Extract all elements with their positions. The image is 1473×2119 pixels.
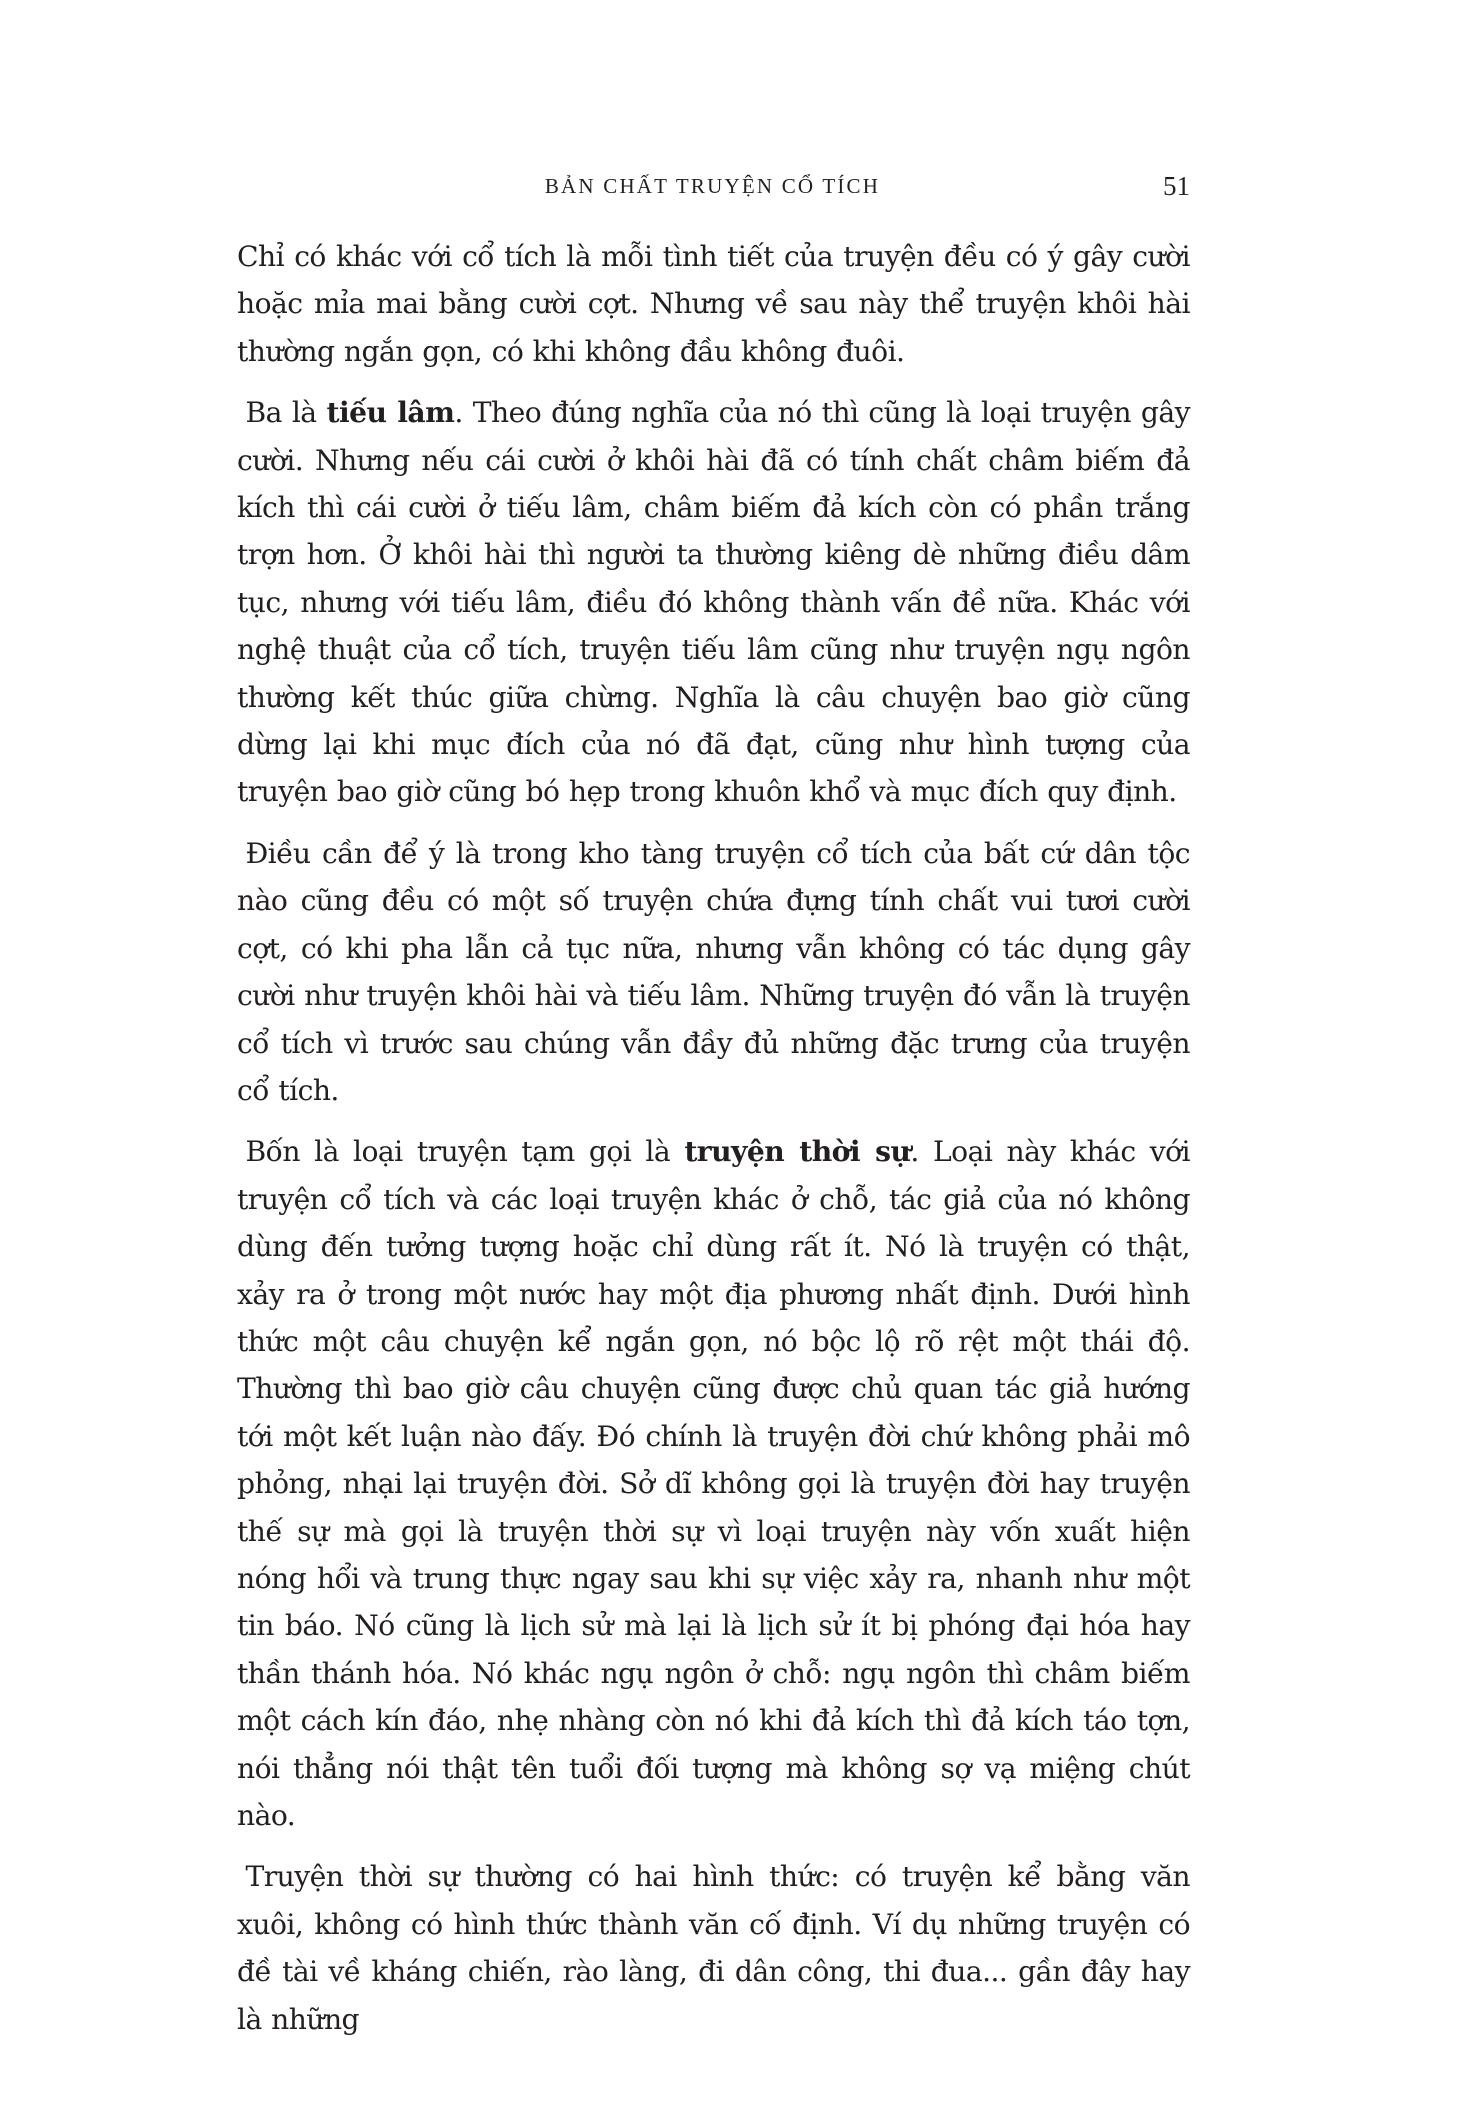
paragraph-khoi-hai-continued	[237, 233, 1190, 375]
paragraph-text: Điều cần để ý là trong kho tàng truyện cổ tích của bất cứ dân tộc nào cũng đều có một số truyện chứa đựng tính chất vui tươi cười cợt, có khi pha lẫn cả tục nữa, nhưng vẫn không có tác dụng gây cười như truyện khôi hài và tiếu lâm. Những truyện đó vẫn là truyện cổ tích vì trước sau chúng vẫn đầy đủ những đặc trưng của truyện cổ tích.	[237, 836, 1190, 1107]
running-title: BẢN CHẤT TRUYỆN CỔ TÍCH	[544, 174, 881, 198]
paragraph-tieu-lam	[237, 389, 1190, 816]
term-tieu-lam: tiếu lâm	[326, 396, 455, 430]
paragraph-text: Truyện thời sự thường có hai hình thức: có truyện kể bằng văn xuôi, không có hình thức thành văn cố định. Ví dụ những truyện có đề tài về kháng chiến, rào làng, đi dân công, thi đua... gần đây hay là những	[237, 1860, 1190, 2036]
paragraph-note	[237, 830, 1190, 1114]
term-truyen-thoi-su: truyện thời sự	[684, 1135, 911, 1169]
paragraph-text: Ba là	[245, 396, 327, 430]
paragraph-text: . Theo đúng nghĩa của nó thì cũng là loại truyện gây cười. Nhưng nếu cái cười ở khôi hài đã có tính chất châm biếm đả kích thì cái cười ở tiếu lâm, châm biếm đả kích còn có phần trắng trợn hơn. Ở khôi hài thì người ta thường kiêng dè những điều dâm tục, nhưng với tiếu lâm, điều đó không thành vấn đề nữa. Khác với nghệ thuật của cổ tích, truyện tiếu lâm cũng như truyện ngụ ngôn thường kết thúc giữa chừng. Nghĩa là câu chuyện bao giờ cũng dừng lại khi mục đích của nó đã đạt, cũng như hình tượng của truyện bao giờ cũng bó hẹp trong khuôn khổ và mục đích quy định.	[237, 396, 1190, 809]
body-text	[237, 233, 1190, 2057]
paragraph-truyen-thoi-su	[237, 1128, 1190, 1839]
paragraph-hinh-thuc	[237, 1853, 1190, 2043]
running-header	[235, 166, 1190, 206]
paragraph-text: Bốn là loại truyện tạm gọi là	[245, 1135, 685, 1169]
paragraph-text: Chỉ có khác với cổ tích là mỗi tình tiết của truyện đều có ý gây cười hoặc mỉa mai bằng cười cợt. Nhưng về sau này thể truyện khôi hài thường ngắn gọn, có khi không đầu không đuôi.	[237, 240, 1190, 368]
paragraph-text: . Loại này khác với truyện cổ tích và các loại truyện khác ở chỗ, tác giả của nó không dùng đến tưởng tượng hoặc chỉ dùng rất ít. Nó là truyện có thật, xảy ra ở trong một nước hay một địa phương nhất định. Dưới hình thức một câu chuyện kể ngắn gọn, nó bộc lộ rõ rệt một thái độ. Thường thì bao giờ câu chuyện cũng được chủ quan tác giả hướng tới một kết luận nào đấy. Đó chính là truyện đời chứ không phải mô phỏng, nhại lại truyện đời. Sở dĩ không gọi là truyện đời hay truyện thế sự mà gọi là truyện thời sự vì loại truyện này vốn xuất hiện nóng hổi và trung thực ngay sau khi sự việc xảy ra, nhanh như một tin báo. Nó cũng là lịch sử mà lại là lịch sử ít bị phóng đại hóa hay thần thánh hóa. Nó khác ngụ ngôn ở chỗ: ngụ ngôn thì châm biếm một cách kín đáo, nhẹ nhàng còn nó khi đả kích thì đả kích táo tợn, nói thẳng nói thật tên tuổi đối tượng mà không sợ vạ miệng chút nào.	[237, 1135, 1191, 1832]
page-number: 51	[1163, 171, 1190, 201]
